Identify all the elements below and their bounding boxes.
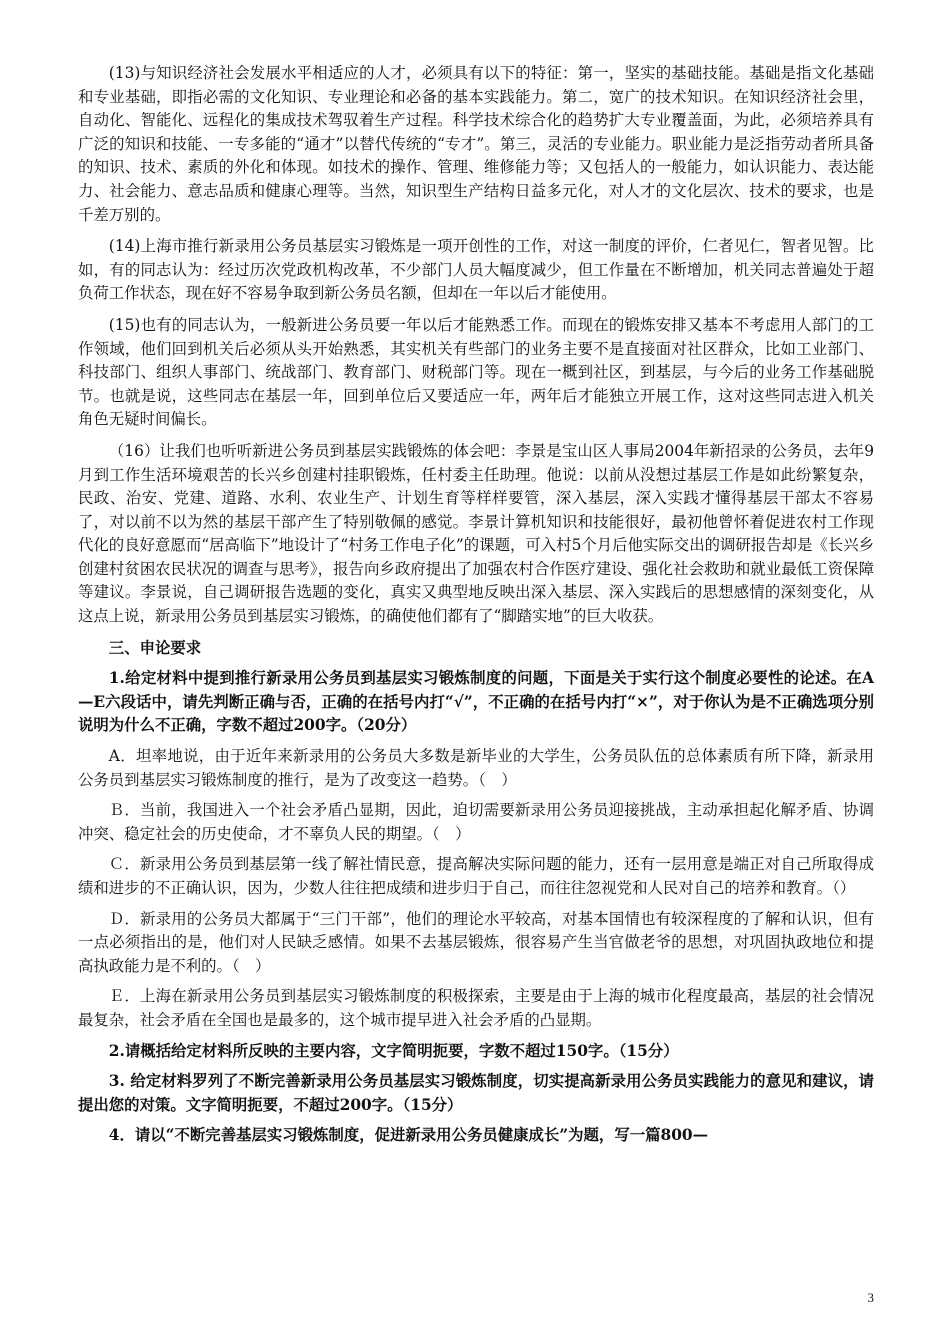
question-3: 3. 给定材料罗列了不断完善新录用公务员基层实习锻炼制度，切实提高新录用公务员实践能力的意见和建议，请提出您的对策。文字简明扼要，不超过200字。（15分） — [78, 1072, 874, 1114]
option-c: Ｃ．新录用公务员到基层第一线了解社情民意，提高解决实际问题的能力，还有一层用意是端正对自己所取得成绩和进步的不正确认识，因为，少数人往往把成绩和进步归于自己，而往往忽视党和人民对自己的培养和教育。（） — [78, 855, 874, 897]
question-2: 2.请概括给定材料所反映的主要内容，文字简明扼要，字数不超过150字。（15分） — [108, 1041, 679, 1060]
option-e: Ｅ．上海在新录用公务员到基层实习锻炼制度的积极探索，主要是由于上海的城市化程度最高，基层的社会情况最复杂，社会矛盾在全国也是最多的，这个城市提早进入社会矛盾的凸显期。 — [78, 987, 874, 1029]
option-a: A．坦率地说，由于近年来新录用的公务员大多数是新毕业的大学生，公务员队伍的总体素质有所下降，新录用公务员到基层实习锻炼制度的推行，是为了改变这一趋势。（ ） — [78, 747, 874, 789]
paragraph-16: （16）让我们也听听新进公务员到基层实践锻炼的体会吧：李景是宝山区人事局2004年新招录的公务员，去年9月到工作生活环境艰苦的长兴乡创建村挂职锻炼，任村委主任助理。他说：以前从没想过基层工作是如此纷繁复杂，民政、治安、党建、道路、水利、农业生产、计划生育等样样要管，深入基层，深入实践才懂得基层干部太不容易了，对以前不以为然的基层干部产生了特别敬佩的感觉。李景计算机知识和技能很好，最初他曾怀着促进农村工作现代化的良好意愿而“居高临下”地设计了“村务工作电子化”的课题，可入村5个月后他实际交出的调研报告却是《长兴乡创建村贫困农民状况的调查与思考》，报告向乡政府提出了加强农村合作医疗建设、强化社会救助和就业最低工资保障等建议。李景说，自己调研报告选题的变化，真实又典型地反映出深入基层、深入实践后的思想感情的深刻变化，从这点上说，新录用公务员到基层实习锻炼，的确使他们都有了“脚踏实地”的巨大收获。 — [78, 441, 874, 626]
paragraph-13: (13)与知识经济社会发展水平相适应的人才，必须具有以下的特征：第一，坚实的基础技能。基础是指文化基础和专业基础，即指必需的文化知识、专业理论和必备的基本实践能力。第二，宽广的技术知识。在知识经济社会里，自动化、智能化、远程化的集成技术驾驭着生产过程。科学技术综合化的趋势扩大专业覆盖面，为此，必须培养具有广泛的知识和技能、一专多能的“通才”以替代传统的“专才”。第三，灵活的专业能力。职业能力是泛指劳动者所具备的知识、技术、素质的外化和体现。如技术的操作、管理、维修能力等；又包括人的一般能力，如认识能力、表达能力、社会能力、意志品质和健康心理等。当然，知识型生产结构日益多元化，对人才的文化层次、技术的要求，也是千差万别的。 — [78, 64, 874, 224]
question-4: 4．请以“不断完善基层实习锻炼制度，促进新录用公务员健康成长”为题，写一篇800— — [108, 1126, 709, 1145]
document-page — [78, 62, 874, 1155]
section-heading: 三、申论要求 — [108, 638, 202, 657]
question-1: 1.给定材料中提到推行新录用公务员到基层实习锻炼制度的问题，下面是关于实行这个制度必要性的论述。在A—E六段话中，请先判断正确与否，正确的在括号内打“√”，不正确的在括号内打“×”，对于你认为是不正确选项分别说明为什么不正确，字数不超过200字。（20分） — [78, 669, 874, 735]
paragraph-14: (14)上海市推行新录用公务员基层实习锻炼是一项开创性的工作，对这一制度的评价，仁者见仁，智者见智。比如，有的同志认为：经过历次党政机构改革，不少部门人员大幅度减少，但工作量在不断增加，机关同志普遍处于超负荷工作状态，现在好不容易争取到新公务员名额，但却在一年以后才能使用。 — [78, 237, 874, 303]
page-number: 3 — [867, 1290, 874, 1305]
option-d: Ｄ．新录用的公务员大都属于“三门干部”，他们的理论水平较高，对基本国情也有较深程度的了解和认识，但有一点必须指出的是，他们对人民缺乏感情。如果不去基层锻炼，很容易产生当官做老爷的思想，对巩固执政地位和提高执政能力是不利的。（ ） — [78, 909, 874, 975]
paragraph-15: (15)也有的同志认为，一般新进公务员要一年以后才能熟悉工作。而现在的锻炼安排又基本不考虑用人部门的工作领域，他们回到机关后必须从头开始熟悉，其实机关有些部门的业务主要不是直接面对社区群众，比如工业部门、科技部门、组织人事部门、统战部门、教育部门、财税部门等。现在一概到社区，到基层，与今后的业务工作基础脱节。也就是说，这些同志在基层一年，回到单位后又要适应一年，两年后才能独立开展工作，这对这些同志进入机关角色无疑时间偏长。 — [78, 315, 874, 429]
option-b: Ｂ．当前，我国进入一个社会矛盾凸显期，因此，迫切需要新录用公务员迎接挑战，主动承担起化解矛盾、协调冲突、稳定社会的历史使命，才不辜负人民的期望。（ ） — [78, 801, 874, 843]
